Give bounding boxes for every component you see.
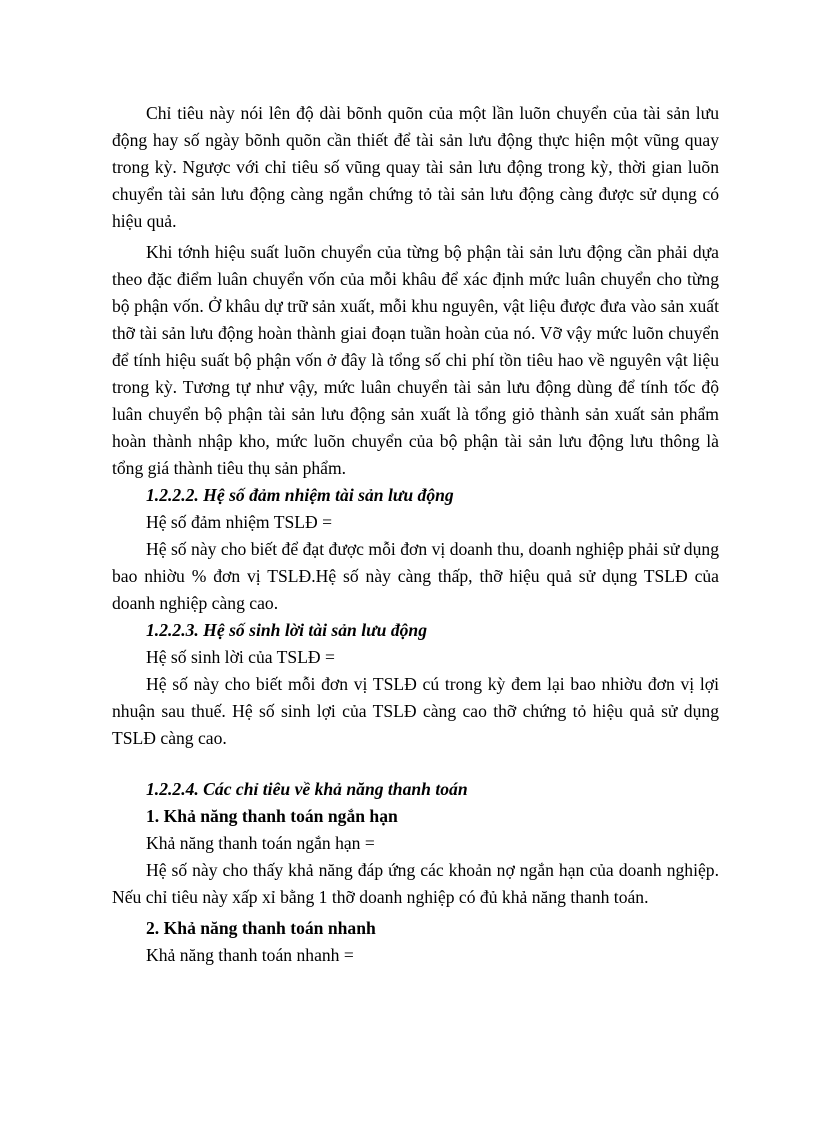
- formula-asset-responsibility-ratio: Hệ số đảm nhiệm TSLĐ =: [146, 512, 333, 532]
- heading-asset-responsibility-ratio: 1.2.2.2. Hệ số đảm nhiệm tài sản lưu động: [146, 485, 454, 505]
- heading-quick-ratio: 2. Khả năng thanh toán nhanh: [146, 918, 376, 938]
- paragraph-asset-profitability-ratio: Hệ số này cho biết mỗi đơn vị TSLĐ cú trong kỳ đem lại bao nhiờu đơn vị lợi nhuận sau thuế. Hệ số sinh lợi của TSLĐ càng cao thỡ chứng tỏ hiệu quả sử dụng TSLĐ càng cao.: [112, 674, 719, 748]
- formula-quick-ratio: Khả năng thanh toán nhanh =: [146, 945, 354, 965]
- heading-current-ratio: 1. Khả năng thanh toán ngắn hạn: [146, 806, 398, 826]
- heading-liquidity-indicators: 1.2.2.4. Các chỉ tiêu về khả năng thanh toán: [146, 779, 468, 799]
- document-body: [112, 100, 719, 969]
- paragraph-turnover-period: Chỉ tiêu này nói lên độ dài bõnh quõn của một lần luõn chuyển của tài sản lưu động hay số ngày bõnh quõn cần thiết để tài sản lưu động thực hiện một vũng quay trong kỳ. Ngược với chỉ tiêu số vũng quay tài sản lưu động trong kỳ, thời gian luõn chuyển tài sản lưu động càng ngắn chứng tỏ tài sản lưu động càng được sử dụng có hiệu quả.: [112, 103, 719, 231]
- paragraph-current-ratio: Hệ số này cho thấy khả năng đáp ứng các khoản nợ ngắn hạn của doanh nghiệp. Nếu chỉ tiêu này xấp xỉ bằng 1 thỡ doanh nghiệp có đủ khả năng thanh toán.: [112, 860, 719, 907]
- heading-asset-profitability-ratio: 1.2.2.3. Hệ số sinh lời tài sản lưu động: [146, 620, 428, 640]
- formula-current-ratio: Khả năng thanh toán ngắn hạn =: [146, 833, 375, 853]
- paragraph-asset-responsibility-ratio: Hệ số này cho biết để đạt được mỗi đơn vị doanh thu, doanh nghiệp phải sử dụng bao nhiờu % đơn vị TSLĐ.Hệ số này càng thấp, thỡ hiệu quả sử dụng TSLĐ của doanh nghiệp càng cao.: [112, 539, 719, 613]
- paragraph-turnover-efficiency: Khi tớnh hiệu suất luõn chuyển của từng bộ phận tài sản lưu động cần phải dựa theo đặc điểm luân chuyển vốn của mỗi khâu để xác định mức luân chuyển cho từng bộ phận vốn. Ở khâu dự trữ sản xuất, mỗi khu nguyên, vật liệu được đưa vào sản xuất thỡ tài sản lưu động hoàn thành giai đoạn tuần hoàn của nó. Vỡ vậy mức luõn chuyển để tính hiệu suất bộ phận vốn ở đây là tổng số chi phí tồn tiêu hao về nguyên vật liệu trong kỳ. Tương tự như vậy, mức luân chuyển tài sản lưu động dùng để tính tốc độ luân chuyển bộ phận tài sản lưu động sản xuất là tổng giỏ thành sản xuất sản phẩm hoàn thành nhập kho, mức luõn chuyển của bộ phận tài sản lưu động lưu thông là tổng giá thành tiêu thụ sản phẩm.: [112, 242, 719, 478]
- formula-asset-profitability-ratio: Hệ số sinh lời của TSLĐ =: [146, 647, 335, 667]
